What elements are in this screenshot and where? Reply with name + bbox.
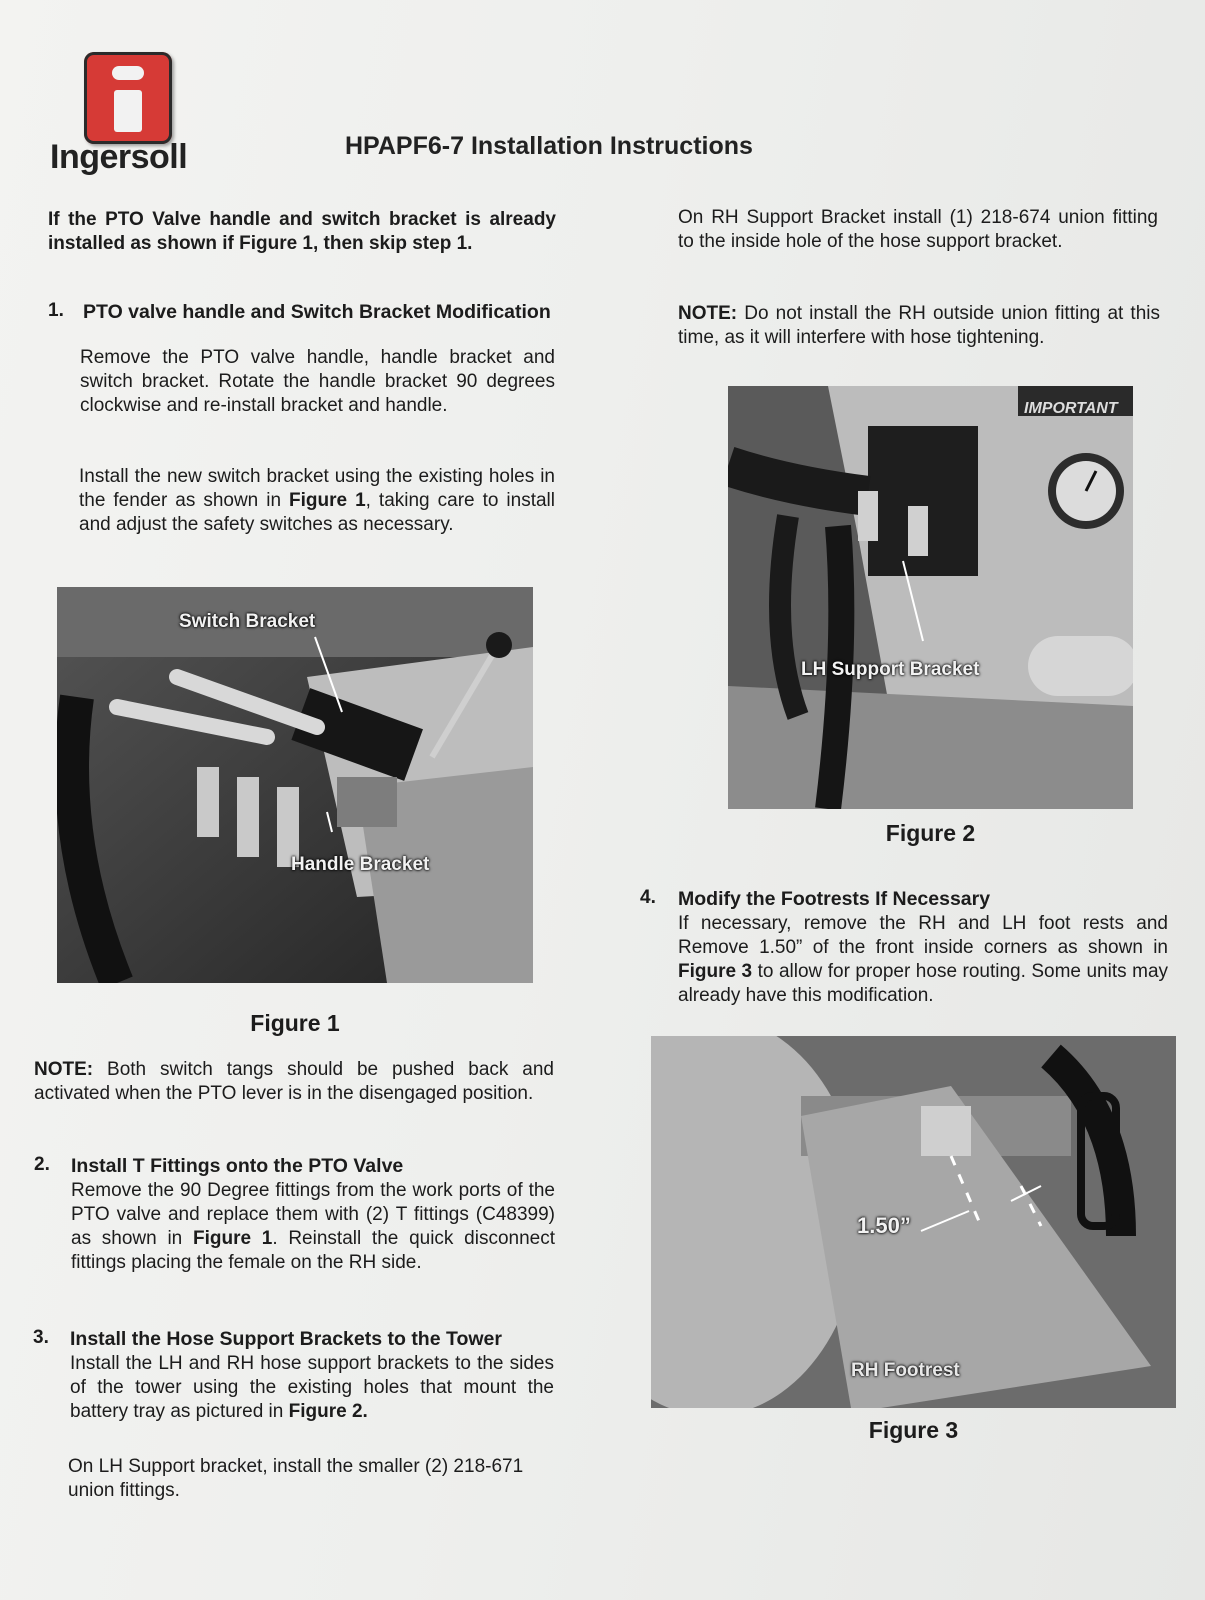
step3-number: 3. <box>33 1327 49 1348</box>
step4-paragraph: If necessary, remove the RH and LH foot rests and Remove 1.50” of the front inside corners as shown in Figure 3 to allow for proper hose routing. Some units may already have this modification. <box>678 913 1169 1006</box>
figure-1-image <box>57 587 533 983</box>
figure-1-illustration <box>57 587 533 983</box>
figure-3-dimension-label: 1.50” <box>857 1213 911 1238</box>
figure-2-illustration <box>728 386 1133 809</box>
intro-paragraph: If the PTO Valve handle and switch bracket is already installed as shown if Figure 1, then skip step 1. <box>48 209 556 254</box>
step1-paragraph-1: Remove the PTO valve handle, handle bracket and switch bracket. Rotate the handle bracket 90 degrees clockwise and re-install bracket and handle. <box>80 347 555 416</box>
step1-number: 1. <box>48 300 64 321</box>
figure-2-image <box>728 386 1133 809</box>
logo-dot <box>112 66 144 80</box>
logo-bar <box>114 90 142 132</box>
step1-title: PTO valve handle and Switch Bracket Modification <box>83 301 551 323</box>
step2-number: 2. <box>34 1154 50 1175</box>
rh-support-paragraph: On RH Support Bracket install (1) 218-674 union fitting to the inside hole of the hose support bracket. <box>678 207 1158 252</box>
step4-number: 4. <box>640 887 656 908</box>
step3-paragraph-2: On LH Support bracket, install the smaller (2) 218-671 union fittings. <box>68 1456 524 1501</box>
note-2: NOTE: Do not install the RH outside union fitting at this time, as it will interfere with hose tightening. <box>678 303 1160 348</box>
step3-paragraph-1: Install the LH and RH hose support brackets to the sides of the tower using the existing holes that mount the battery tray as pictured in Figure 2. <box>70 1353 554 1422</box>
figure-2-lh-support-label: LH Support Bracket <box>801 659 980 680</box>
document-title: HPAPF6-7 Installation Instructions <box>345 132 753 160</box>
brand-name: Ingersoll <box>50 138 188 176</box>
figure-3-image <box>651 1036 1176 1408</box>
step3-title: Install the Hose Support Brackets to the Tower <box>70 1328 502 1350</box>
figure-3-rh-footrest-label: RH Footrest <box>851 1360 960 1381</box>
figure-2-caption: Figure 2 <box>885 820 976 846</box>
figure-3-illustration <box>651 1036 1176 1408</box>
figure-2-sign: IMPORTANT <box>1024 400 1118 417</box>
figure-3-caption: Figure 3 <box>868 1417 959 1443</box>
figure-1-switch-bracket-label: Switch Bracket <box>179 611 316 632</box>
step2-title: Install T Fittings onto the PTO Valve <box>71 1155 404 1177</box>
figure-1-handle-bracket-label: Handle Bracket <box>291 854 430 875</box>
figure-1-caption: Figure 1 <box>250 1010 340 1036</box>
note-1: NOTE: Both switch tangs should be pushed back and activated when the PTO lever is in the disengaged position. <box>34 1059 554 1104</box>
step2-paragraph: Remove the 90 Degree fittings from the work ports of the PTO valve and replace them with (2) T fittings (C48399) as shown in Figure 1. Reinstall the quick disconnect fittings placing the female on the RH side. <box>71 1180 555 1273</box>
step1-paragraph-2: Install the new switch bracket using the existing holes in the fender as shown in Figure 1, taking care to install and adjust the safety switches as necessary. <box>79 466 555 535</box>
step4-title: Modify the Footrests If Necessary <box>678 888 991 910</box>
